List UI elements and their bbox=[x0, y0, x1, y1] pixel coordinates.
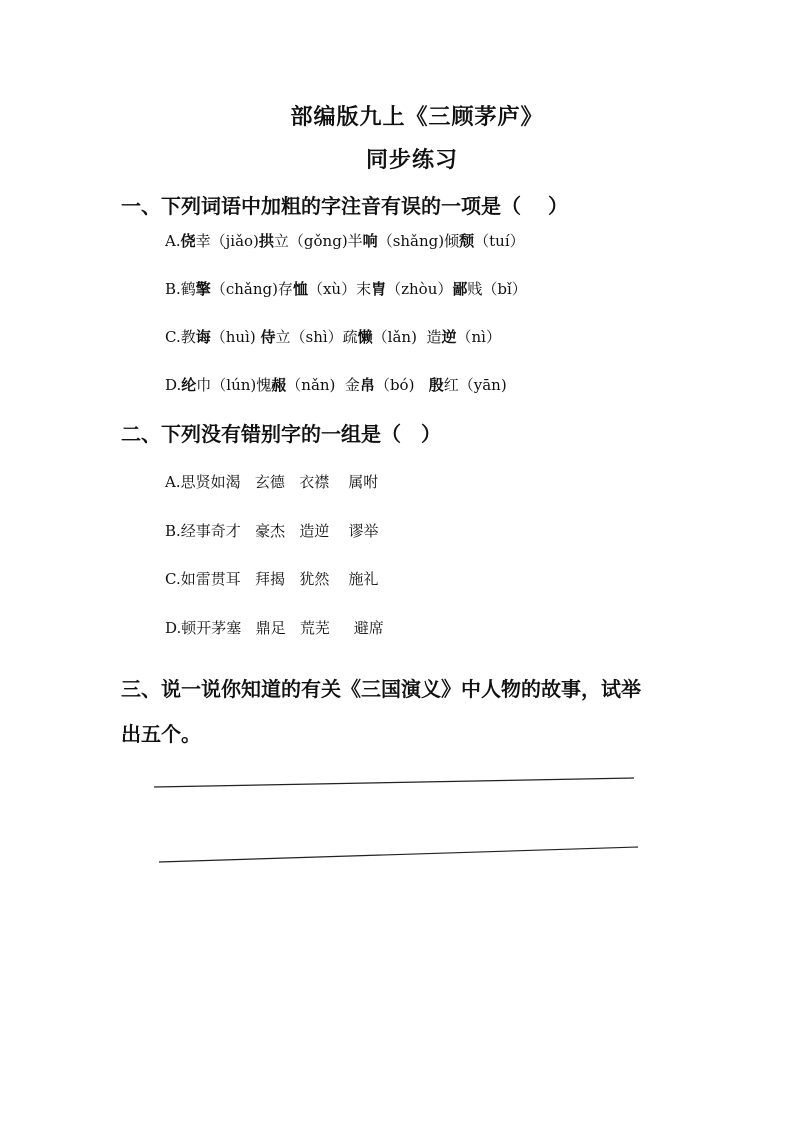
option-text: 贱（bǐ） bbox=[467, 280, 527, 298]
option-text: 巾（lún)愧 bbox=[196, 376, 272, 394]
option-text: （huì) bbox=[210, 328, 261, 346]
answer-line-1[interactable] bbox=[154, 778, 634, 787]
option-text: A. bbox=[165, 232, 181, 250]
answer-line-2[interactable] bbox=[159, 847, 638, 862]
option-text: （nǎn) 金 bbox=[286, 376, 360, 394]
question-2-stem: 二、下列没有错别字的一组是（ ） bbox=[121, 422, 441, 446]
option-text: （shǎng)倾 bbox=[377, 232, 460, 250]
option-text: （chǎng)存 bbox=[210, 280, 293, 298]
question-3-stem-line-2: 出五个。 bbox=[121, 722, 201, 746]
option-text: 立（gǒng)半 bbox=[273, 232, 363, 250]
bold-char: 纶 bbox=[181, 376, 197, 394]
option-text: （lǎn) 造 bbox=[372, 328, 442, 346]
option-text: 立（shì）疏 bbox=[275, 328, 358, 346]
bold-char: 响 bbox=[362, 232, 378, 250]
option-text: （nì） bbox=[456, 328, 501, 346]
bold-char: 帛 bbox=[359, 376, 375, 394]
bold-char: 擎 bbox=[195, 280, 211, 298]
option-text: D. bbox=[165, 376, 182, 394]
bold-char: 赧 bbox=[271, 376, 287, 394]
question-2-option-a: A.思贤如渴 玄德 衣襟 属咐 bbox=[165, 473, 379, 491]
question-2-option-d: D.顿开茅塞 鼎足 荒芜 避席 bbox=[165, 619, 384, 637]
question-1-option-d bbox=[165, 374, 507, 395]
option-text: （tuí） bbox=[474, 232, 525, 250]
bold-char: 逆 bbox=[441, 328, 457, 346]
bold-char: 拱 bbox=[258, 232, 274, 250]
page-title: 部编版九上《三顾茅庐》 bbox=[290, 105, 544, 130]
question-1-option-c bbox=[165, 326, 501, 347]
question-3-stem-line-1: 三、说一说你知道的有关《三国演义》中人物的故事，试举 bbox=[121, 677, 641, 701]
question-2-option-b: B.经事奇才 豪杰 造逆 谬举 bbox=[165, 522, 379, 540]
bold-char: 鄙 bbox=[452, 280, 468, 298]
option-text: C.教 bbox=[165, 328, 196, 346]
bold-char: 侥 bbox=[180, 232, 196, 250]
option-text: 幸（jiǎo) bbox=[195, 232, 259, 250]
question-1-option-a bbox=[165, 230, 525, 251]
bold-char: 殷 bbox=[428, 376, 444, 394]
question-1-option-b bbox=[165, 278, 527, 299]
bold-char: 懒 bbox=[357, 328, 373, 346]
bold-char: 颓 bbox=[459, 232, 475, 250]
page-subtitle: 同步练习 bbox=[365, 148, 458, 173]
option-text: 红（yān) bbox=[443, 376, 507, 394]
question-1-stem: 一、下列词语中加粗的字注音有误的一项是（ ） bbox=[121, 194, 568, 218]
bold-char: 胄 bbox=[371, 280, 387, 298]
bold-char: 诲 bbox=[195, 328, 211, 346]
option-text: （zhòu） bbox=[386, 280, 453, 298]
question-2-option-c: C.如雷贯耳 拜揭 犹然 施礼 bbox=[165, 570, 379, 588]
bold-char: 侍 bbox=[260, 328, 276, 346]
option-text: B.鹤 bbox=[165, 280, 196, 298]
option-text: （bó) bbox=[374, 376, 429, 394]
option-text: （xù）末 bbox=[307, 280, 372, 298]
bold-char: 恤 bbox=[292, 280, 308, 298]
